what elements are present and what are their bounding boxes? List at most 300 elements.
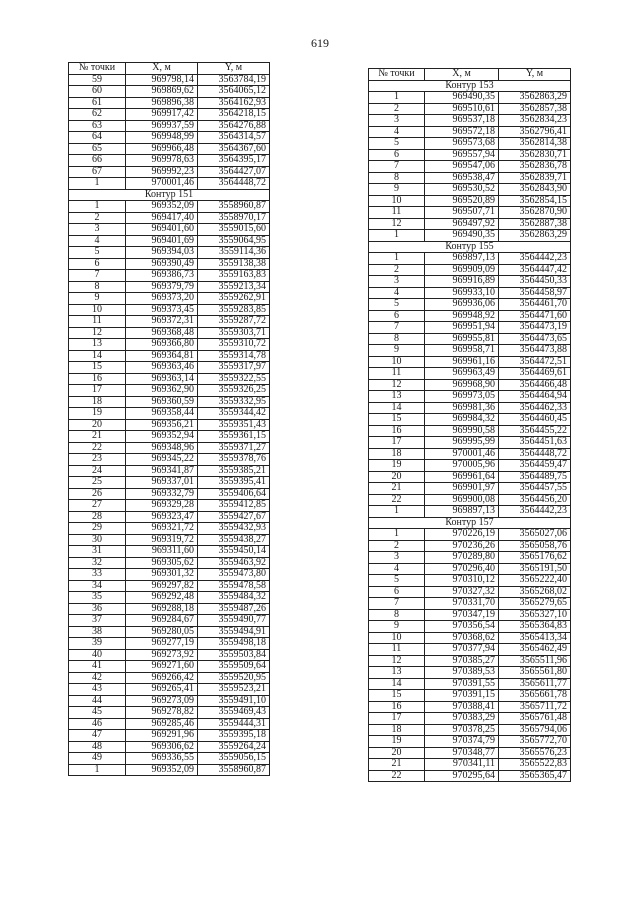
table-row [369,126,571,138]
point-number-cell: 1 [69,764,126,776]
x-coordinate-cell: 969992,23 [126,166,198,178]
x-coordinate-cell: 969417,40 [126,212,198,224]
y-coordinate-cell: 3559395,18 [198,730,270,742]
x-coordinate-cell: 970356,54 [425,621,499,633]
x-coordinate-cell: 970368,62 [425,632,499,644]
table-header-row [69,63,270,75]
y-coordinate-cell: 3564314,57 [198,132,270,144]
point-number-cell: 12 [369,379,425,391]
point-number-cell: 16 [369,425,425,437]
x-coordinate-cell: 969352,94 [126,431,198,443]
table-row [369,770,571,782]
x-coordinate-cell: 969530,52 [425,184,499,196]
table-row [369,287,571,299]
y-coordinate-cell: 3559351,43 [198,419,270,431]
point-number-cell: 46 [69,718,126,730]
point-number-cell: 43 [69,684,126,696]
point-number-cell: 63 [69,120,126,132]
table-row [369,299,571,311]
table-row [369,253,571,265]
point-number-cell: 59 [69,74,126,86]
table-row [369,747,571,759]
x-coordinate-cell: 969966,48 [126,143,198,155]
x-coordinate-cell: 969352,09 [126,764,198,776]
table-row [69,511,270,523]
table-row [369,333,571,345]
table-row [369,471,571,483]
contour-heading-row [369,241,571,253]
point-number-cell: 45 [69,707,126,719]
y-coordinate-cell: 3562843,90 [499,184,571,196]
y-coordinate-cell: 3559314,78 [198,350,270,362]
y-coordinate-cell: 3559469,43 [198,707,270,719]
x-coordinate-cell: 969297,82 [126,580,198,592]
point-number-cell: 1 [369,253,425,265]
y-coordinate-cell: 3559138,38 [198,258,270,270]
table-row [69,764,270,776]
x-coordinate-cell: 969909,09 [425,264,499,276]
point-number-cell: 15 [69,362,126,374]
table-row [369,713,571,725]
header-x: X, м [126,63,198,75]
x-coordinate-cell: 969990,58 [425,425,499,437]
contour-heading: Контур 157 [369,517,571,529]
point-number-cell: 27 [69,500,126,512]
point-number-cell: 18 [369,448,425,460]
table-row [69,592,270,604]
x-coordinate-cell: 969936,06 [425,299,499,311]
y-coordinate-cell: 3559015,60 [198,224,270,236]
point-number-cell: 10 [69,304,126,316]
point-number-cell: 19 [369,736,425,748]
point-number-cell: 20 [369,747,425,759]
x-coordinate-cell: 969368,48 [126,327,198,339]
table-row [369,506,571,518]
y-coordinate-cell: 3559322,55 [198,373,270,385]
x-coordinate-cell: 969372,31 [126,316,198,328]
point-number-cell: 38 [69,626,126,638]
x-coordinate-cell: 969273,92 [126,649,198,661]
table-row [69,649,270,661]
x-coordinate-cell: 970383,29 [425,713,499,725]
y-coordinate-cell: 3559427,67 [198,511,270,523]
point-number-cell: 13 [369,391,425,403]
point-number-cell: 11 [369,207,425,219]
y-coordinate-cell: 3558970,17 [198,212,270,224]
y-coordinate-cell: 3565462,49 [499,644,571,656]
point-number-cell: 9 [369,184,425,196]
y-coordinate-cell: 3564162,93 [198,97,270,109]
x-coordinate-cell: 969386,73 [126,270,198,282]
point-number-cell: 16 [369,701,425,713]
x-coordinate-cell: 969869,62 [126,86,198,98]
x-coordinate-cell: 969323,47 [126,511,198,523]
y-coordinate-cell: 3564458,97 [499,287,571,299]
table-row [69,178,270,190]
point-number-cell: 2 [369,540,425,552]
y-coordinate-cell: 3564466,48 [499,379,571,391]
point-number-cell: 10 [369,195,425,207]
point-number-cell: 49 [69,753,126,765]
point-number-cell: 1 [69,201,126,213]
table-row [69,74,270,86]
y-coordinate-cell: 3562834,23 [499,115,571,127]
x-coordinate-cell: 970377,94 [425,644,499,656]
x-coordinate-cell: 970310,12 [425,575,499,587]
y-coordinate-cell: 3565327,10 [499,609,571,621]
point-number-cell: 10 [369,356,425,368]
x-coordinate-cell: 969951,94 [425,322,499,334]
table-row [369,563,571,575]
x-coordinate-cell: 969557,94 [425,149,499,161]
table-row [69,155,270,167]
x-coordinate-cell: 970341,11 [425,759,499,771]
table-row [69,258,270,270]
y-coordinate-cell: 3563784,19 [198,74,270,86]
table-row [69,109,270,121]
x-coordinate-cell: 969572,18 [425,126,499,138]
y-coordinate-cell: 3562830,71 [499,149,571,161]
y-coordinate-cell: 3565279,65 [499,598,571,610]
x-coordinate-cell: 969278,82 [126,707,198,719]
x-coordinate-cell: 969291,96 [126,730,198,742]
point-number-cell: 3 [369,552,425,564]
y-coordinate-cell: 3559056,15 [198,753,270,765]
point-number-cell: 41 [69,661,126,673]
x-coordinate-cell: 969917,42 [126,109,198,121]
point-number-cell: 7 [369,161,425,173]
point-number-cell: 17 [369,437,425,449]
y-coordinate-cell: 3564448,72 [499,448,571,460]
x-coordinate-cell: 969271,60 [126,661,198,673]
point-number-cell: 2 [369,103,425,115]
table-row [69,488,270,500]
table-row [369,414,571,426]
table-row [69,350,270,362]
y-coordinate-cell: 3559473,80 [198,569,270,581]
x-coordinate-cell: 969510,61 [425,103,499,115]
x-coordinate-cell: 969981,36 [425,402,499,414]
point-number-cell: 20 [369,471,425,483]
y-coordinate-cell: 3559406,64 [198,488,270,500]
y-coordinate-cell: 3564276,88 [198,120,270,132]
table-row [69,753,270,765]
point-number-cell: 22 [69,442,126,454]
x-coordinate-cell: 970001,46 [126,178,198,190]
point-number-cell: 62 [69,109,126,121]
x-coordinate-cell: 970391,15 [425,690,499,702]
x-coordinate-cell: 969360,59 [126,396,198,408]
table-row [69,465,270,477]
x-coordinate-cell: 970347,19 [425,609,499,621]
x-coordinate-cell: 969490,35 [425,92,499,104]
x-coordinate-cell: 969961,16 [425,356,499,368]
x-coordinate-cell: 970289,80 [425,552,499,564]
x-coordinate-cell: 969341,87 [126,465,198,477]
y-coordinate-cell: 3559163,83 [198,270,270,282]
x-coordinate-cell: 969958,71 [425,345,499,357]
x-coordinate-cell: 969280,05 [126,626,198,638]
table-row [369,632,571,644]
y-coordinate-cell: 3562863,29 [499,230,571,242]
y-coordinate-cell: 3562839,71 [499,172,571,184]
y-coordinate-cell: 3559432,93 [198,523,270,535]
y-coordinate-cell: 3565511,96 [499,655,571,667]
x-coordinate-cell: 969363,46 [126,362,198,374]
y-coordinate-cell: 3564469,61 [499,368,571,380]
x-coordinate-cell: 969373,45 [126,304,198,316]
x-coordinate-cell: 969337,01 [126,477,198,489]
table-row [69,730,270,742]
x-coordinate-cell: 970374,79 [425,736,499,748]
table-row [369,575,571,587]
point-number-cell: 21 [369,483,425,495]
point-number-cell: 6 [69,258,126,270]
y-coordinate-cell: 3562863,29 [499,92,571,104]
table-row [369,356,571,368]
point-number-cell: 7 [69,270,126,282]
x-coordinate-cell: 970327,32 [425,586,499,598]
y-coordinate-cell: 3564442,23 [499,506,571,518]
point-number-cell: 5 [369,299,425,311]
table-row [69,224,270,236]
x-coordinate-cell: 969284,67 [126,615,198,627]
y-coordinate-cell: 3565711,72 [499,701,571,713]
point-number-cell: 12 [369,655,425,667]
table-row [69,212,270,224]
y-coordinate-cell: 3562887,38 [499,218,571,230]
y-coordinate-cell: 3565794,06 [499,724,571,736]
x-coordinate-cell: 969277,19 [126,638,198,650]
table-row [69,281,270,293]
point-number-cell: 15 [369,690,425,702]
x-coordinate-cell: 969306,62 [126,741,198,753]
point-number-cell: 12 [369,218,425,230]
y-coordinate-cell: 3564447,42 [499,264,571,276]
table-row [369,540,571,552]
table-row [69,546,270,558]
contour-heading: Контур 155 [369,241,571,253]
y-coordinate-cell: 3559490,77 [198,615,270,627]
y-coordinate-cell: 3564442,23 [499,253,571,265]
x-coordinate-cell: 969363,14 [126,373,198,385]
y-coordinate-cell: 3564450,33 [499,276,571,288]
table-row [69,362,270,374]
x-coordinate-cell: 969984,32 [425,414,499,426]
point-number-cell: 42 [69,672,126,684]
point-number-cell: 1 [69,178,126,190]
x-coordinate-cell: 969901,97 [425,483,499,495]
point-number-cell: 5 [69,247,126,259]
y-coordinate-cell: 3558960,87 [198,201,270,213]
x-coordinate-cell: 969348,96 [126,442,198,454]
x-coordinate-cell: 969968,90 [425,379,499,391]
x-coordinate-cell: 970391,55 [425,678,499,690]
y-coordinate-cell: 3559395,41 [198,477,270,489]
y-coordinate-cell: 3564460,45 [499,414,571,426]
x-coordinate-cell: 969896,38 [126,97,198,109]
table-row [69,684,270,696]
x-coordinate-cell: 969955,81 [425,333,499,345]
point-number-cell: 3 [369,276,425,288]
table-row [369,103,571,115]
x-coordinate-cell: 969305,62 [126,557,198,569]
x-coordinate-cell: 969897,13 [425,253,499,265]
point-number-cell: 65 [69,143,126,155]
point-number-cell: 14 [369,678,425,690]
y-coordinate-cell: 3565522,83 [499,759,571,771]
table-row [369,230,571,242]
table-row [369,322,571,334]
table-row [369,701,571,713]
point-number-cell: 23 [69,454,126,466]
table-row [369,391,571,403]
x-coordinate-cell: 969933,10 [425,287,499,299]
table-row [369,184,571,196]
y-coordinate-cell: 3564464,94 [499,391,571,403]
point-number-cell: 4 [369,126,425,138]
header-point-number: № точки [69,63,126,75]
point-number-cell: 8 [369,609,425,621]
table-row [369,494,571,506]
point-number-cell: 66 [69,155,126,167]
point-number-cell: 5 [369,138,425,150]
point-number-cell: 48 [69,741,126,753]
x-coordinate-cell: 969961,64 [425,471,499,483]
y-coordinate-cell: 3565268,02 [499,586,571,598]
y-coordinate-cell: 3562836,78 [499,161,571,173]
y-coordinate-cell: 3559262,91 [198,293,270,305]
x-coordinate-cell: 969973,05 [425,391,499,403]
table-row [69,408,270,420]
table-row [69,97,270,109]
table-row [69,385,270,397]
table-row [369,207,571,219]
point-number-cell: 6 [369,586,425,598]
y-coordinate-cell: 3559520,95 [198,672,270,684]
table-row [69,580,270,592]
header-y: Y, м [499,69,571,81]
point-number-cell: 19 [369,460,425,472]
y-coordinate-cell: 3559487,26 [198,603,270,615]
table-row [369,195,571,207]
point-number-cell: 29 [69,523,126,535]
x-coordinate-cell: 969401,60 [126,224,198,236]
point-number-cell: 2 [369,264,425,276]
y-coordinate-cell: 3565027,06 [499,529,571,541]
coordinates-table-right [368,68,571,782]
point-number-cell: 9 [369,345,425,357]
point-number-cell: 11 [369,368,425,380]
x-coordinate-cell: 969336,55 [126,753,198,765]
table-row [369,586,571,598]
x-coordinate-cell: 969916,89 [425,276,499,288]
y-coordinate-cell: 3564489,75 [499,471,571,483]
table-row [369,425,571,437]
point-number-cell: 18 [369,724,425,736]
x-coordinate-cell: 970385,27 [425,655,499,667]
table-row [369,759,571,771]
point-number-cell: 24 [69,465,126,477]
y-coordinate-cell: 3564395,17 [198,155,270,167]
x-coordinate-cell: 969345,22 [126,454,198,466]
x-coordinate-cell: 969937,59 [126,120,198,132]
x-coordinate-cell: 969401,69 [126,235,198,247]
table-row [369,218,571,230]
table-row [69,672,270,684]
y-coordinate-cell: 3558960,87 [198,764,270,776]
y-coordinate-cell: 3564218,15 [198,109,270,121]
table-row [69,293,270,305]
table-row [69,339,270,351]
y-coordinate-cell: 3559213,34 [198,281,270,293]
y-coordinate-cell: 3559438,27 [198,534,270,546]
x-coordinate-cell: 970388,41 [425,701,499,713]
y-coordinate-cell: 3559283,85 [198,304,270,316]
y-coordinate-cell: 3559523,21 [198,684,270,696]
table-row [69,270,270,282]
y-coordinate-cell: 3559385,21 [198,465,270,477]
table-row [69,695,270,707]
point-number-cell: 32 [69,557,126,569]
y-coordinate-cell: 3564455,22 [499,425,571,437]
x-coordinate-cell: 970331,70 [425,598,499,610]
y-coordinate-cell: 3565364,83 [499,621,571,633]
y-coordinate-cell: 3565222,40 [499,575,571,587]
point-number-cell: 19 [69,408,126,420]
x-coordinate-cell: 969266,42 [126,672,198,684]
point-number-cell: 35 [69,592,126,604]
table-row [369,483,571,495]
y-coordinate-cell: 3564427,07 [198,166,270,178]
table-row [69,638,270,650]
x-coordinate-cell: 969520,89 [425,195,499,207]
y-coordinate-cell: 3559310,72 [198,339,270,351]
y-coordinate-cell: 3564456,20 [499,494,571,506]
y-coordinate-cell: 3562870,90 [499,207,571,219]
y-coordinate-cell: 3559491,10 [198,695,270,707]
x-coordinate-cell: 970001,46 [425,448,499,460]
point-number-cell: 4 [369,563,425,575]
point-number-cell: 8 [369,333,425,345]
x-coordinate-cell: 969321,72 [126,523,198,535]
table-row [69,120,270,132]
point-number-cell: 15 [369,414,425,426]
contour-heading: Контур 151 [69,189,270,201]
point-number-cell: 14 [69,350,126,362]
x-coordinate-cell: 970348,77 [425,747,499,759]
point-number-cell: 8 [69,281,126,293]
point-number-cell: 4 [69,235,126,247]
y-coordinate-cell: 3564462,33 [499,402,571,414]
point-number-cell: 9 [69,293,126,305]
point-number-cell: 1 [369,92,425,104]
table-row [369,149,571,161]
table-row [69,247,270,259]
point-number-cell: 1 [369,529,425,541]
table-row [369,667,571,679]
table-row [69,523,270,535]
point-number-cell: 14 [369,402,425,414]
x-coordinate-cell: 969507,71 [425,207,499,219]
point-number-cell: 17 [369,713,425,725]
table-row [369,690,571,702]
table-row [369,678,571,690]
x-coordinate-cell: 970295,64 [425,770,499,782]
y-coordinate-cell: 3559494,91 [198,626,270,638]
table-row [369,138,571,150]
table-row [69,557,270,569]
